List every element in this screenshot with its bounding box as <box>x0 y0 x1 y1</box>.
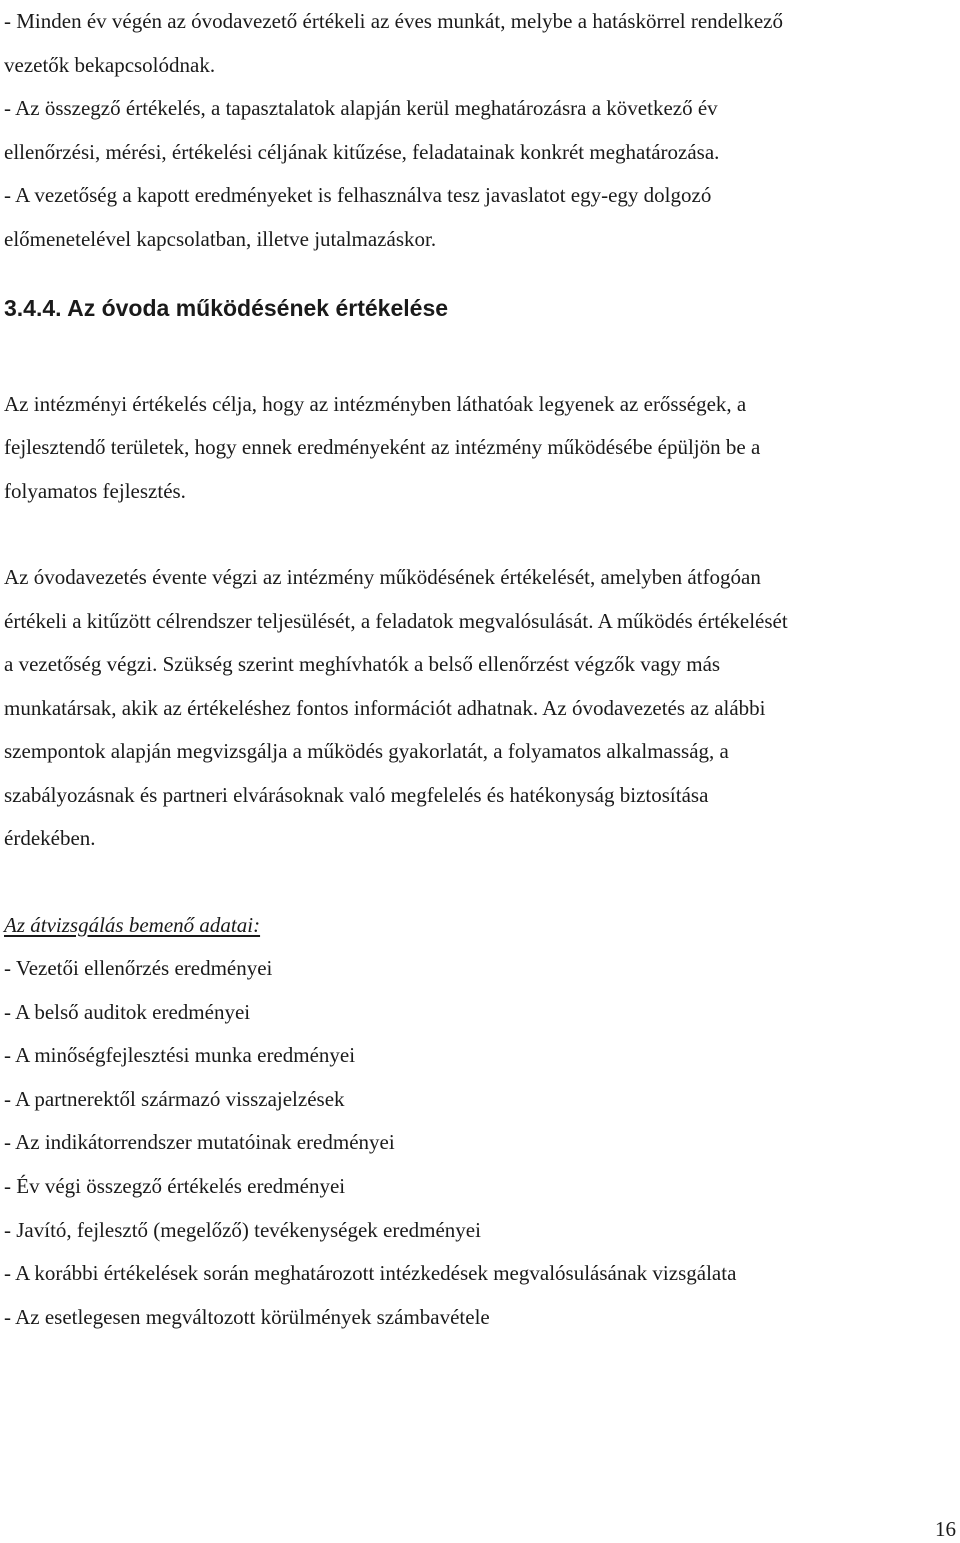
intro-line: - Az összegző értékelés, a tapasztalatok alapján kerül meghatározásra a következő év <box>4 96 718 120</box>
list-item: - Az esetlegesen megváltozott körülmények számbavétele <box>4 1304 490 1329</box>
paragraph-line: a vezetőség végzi. Szükség szerint meghívhatók a belső ellenőrzést végzők vagy más <box>4 652 721 676</box>
list-item: - A partnerektől származó visszajelzések <box>4 1086 345 1111</box>
paragraph-line: folyamatos fejlesztés. <box>4 478 186 503</box>
list-item: - Vezetői ellenőrzés eredményei <box>4 956 273 980</box>
document-page <box>4 0 956 1339</box>
paragraph-line: értékeli a kitűzött célrendszer teljesülését, a feladatok megvalósulását. A működés értékelését <box>4 608 788 633</box>
intro-text <box>4 0 956 261</box>
list-item: - A belső auditok eredményei <box>4 999 251 1024</box>
intro-line: - A vezetőség a kapott eredményeket is felhasználva tesz javaslatot egy-egy dolgozó <box>4 183 712 207</box>
paragraph-line: érdekében. <box>4 826 96 850</box>
paragraph-line: Az intézményi értékelés célja, hogy az intézményben láthatóak legyenek az erősségek, a <box>4 391 747 416</box>
list-item: - A minőségfejlesztési munka eredményei <box>4 1043 356 1068</box>
paragraph-evaluation-goal <box>4 383 956 514</box>
paragraph-annual-evaluation <box>4 556 956 861</box>
section-heading: 3.4.4. Az óvoda működésének értékelése <box>4 295 449 321</box>
list-item: - Év végi összegző értékelés eredményei <box>4 1173 346 1198</box>
paragraph-line: szabályozásnak és partneri elvárásoknak való megfelelés és hatékonyság biztosítása <box>4 782 709 807</box>
list-item: - Javító, fejlesztő (megelőző) tevékenységek eredményei <box>4 1217 481 1242</box>
intro-line: ellenőrzési, mérési, értékelési céljának kitűzése, feladatainak konkrét meghatározása. <box>4 139 720 164</box>
paragraph-line: fejlesztendő területek, hogy ennek eredményeként az intézmény működésébe épüljön be a <box>4 435 761 459</box>
intro-line: - Minden év végén az óvodavezető értékeli az éves munkát, melybe a hatáskörrel rendelkező <box>4 9 783 33</box>
paragraph-line: munkatársak, akik az értékeléshez fontos információt adhatnak. Az óvodavezetés az alábbi <box>4 695 766 720</box>
inputs-section <box>4 904 956 1340</box>
list-item: - Az indikátorrendszer mutatóinak eredményei <box>4 1130 395 1155</box>
page-number: 16 <box>935 1517 956 1541</box>
intro-line: vezetők bekapcsolódnak. <box>4 52 216 77</box>
list-item: - A korábbi értékelések során meghatározott intézkedések megvalósulásának vizsgálata <box>4 1261 737 1286</box>
paragraph-line: szempontok alapján megvizsgálja a működés gyakorlatát, a folyamatos alkalmasság, a <box>4 739 729 763</box>
inputs-subheading <box>4 904 956 948</box>
inputs-subheading-text: Az átvizsgálás bemenő adatai: <box>4 912 261 937</box>
paragraph-line: Az óvodavezetés évente végzi az intézmény működésének értékelését, amelyben átfogóan <box>4 565 761 589</box>
intro-line: előmenetelével kapcsolatban, illetve jutalmazáskor. <box>4 226 437 251</box>
